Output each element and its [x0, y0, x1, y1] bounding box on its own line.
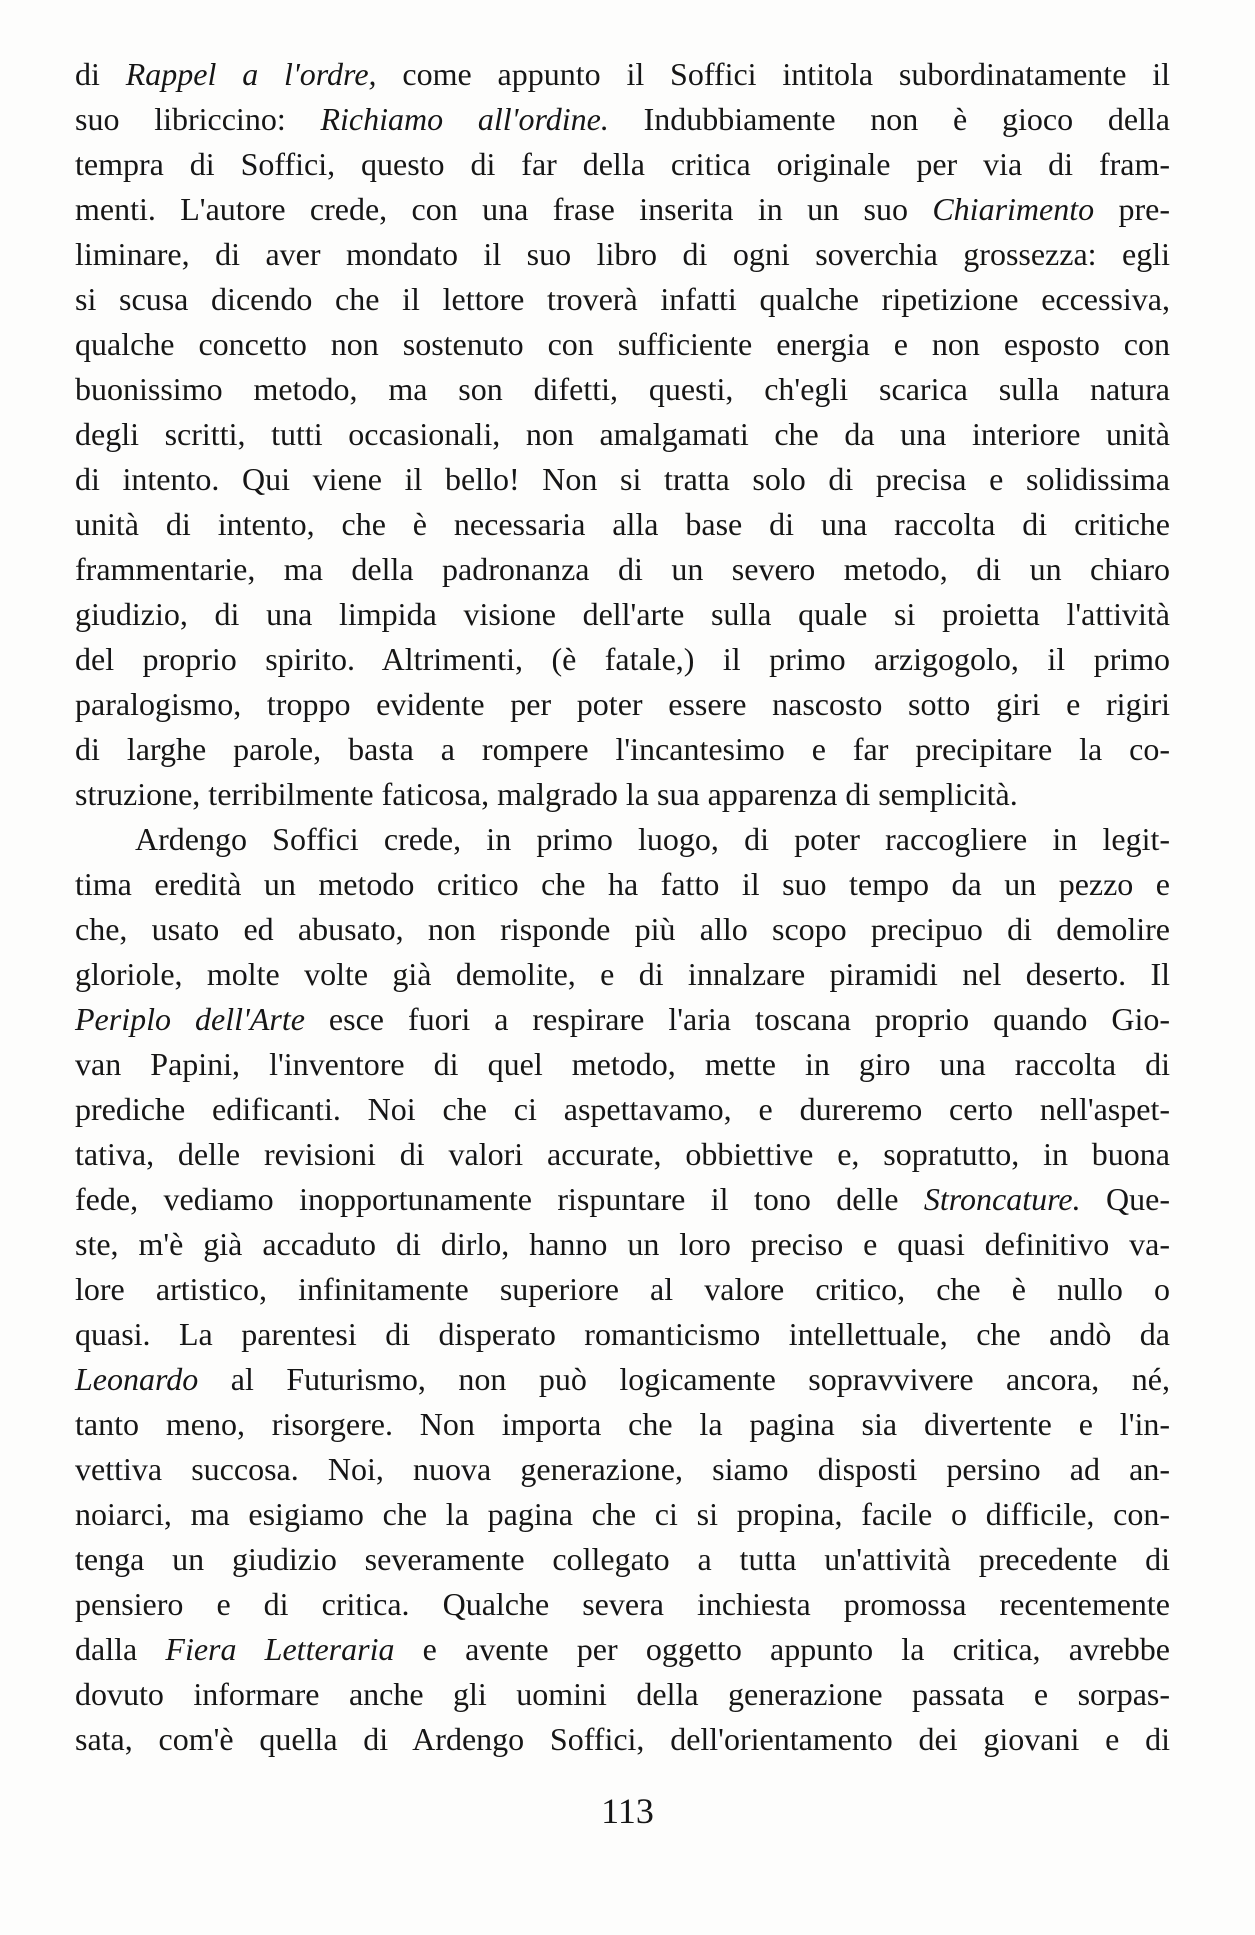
text-segment: di: [75, 56, 126, 92]
text-segment: del proprio spirito. Altrimenti, (è fatale,) il primo arzigogolo, il primo: [75, 641, 1170, 677]
text-segment: unità di intento, che è necessaria alla base di una raccolta di critiche: [75, 506, 1170, 542]
italic-title: Chiarimento: [932, 191, 1095, 227]
text-line: [75, 1582, 1170, 1627]
text-line: [75, 1627, 1170, 1672]
text-segment: vettiva succosa. Noi, nuova generazione, siamo disposti persino ad an-: [75, 1451, 1170, 1487]
text-segment: liminare, di aver mondato il suo libro di ogni soverchia grossezza: egli: [75, 236, 1170, 272]
italic-title: Periplo dell'Arte: [75, 1001, 305, 1037]
text-line: [75, 772, 1170, 817]
text-segment: quasi. La parentesi di disperato romanticismo intellettuale, che andò da: [75, 1316, 1170, 1352]
text-line: [75, 142, 1170, 187]
text-segment: lore artistico, infinitamente superiore al valore critico, che è nullo o: [75, 1271, 1170, 1307]
text-segment: degli scritti, tutti occasionali, non amalgamati che da una interiore unità: [75, 416, 1170, 452]
text-line: [75, 277, 1170, 322]
italic-title: Rappel a l'ordre,: [125, 56, 377, 92]
italic-title: Richiamo all'ordine.: [320, 101, 609, 137]
text-line: [75, 637, 1170, 682]
text-segment: ste, m'è già accaduto di dirlo, hanno un loro preciso e quasi definitivo va-: [75, 1226, 1170, 1262]
text-segment: sata, com'è quella di Ardengo Soffici, dell'orientamento dei giovani e di: [75, 1721, 1170, 1757]
text-segment: pre-: [1094, 191, 1171, 227]
page-number: 113: [601, 1791, 654, 1831]
text-line: [75, 502, 1170, 547]
text-segment: tima eredità un metodo critico che ha fatto il suo tempo da un pezzo e: [75, 866, 1170, 902]
text-line: [75, 457, 1170, 502]
text-segment: come appunto il Soffici intitola subordinatamente il: [376, 56, 1171, 92]
paragraph: [75, 52, 1170, 817]
text-line: [75, 862, 1170, 907]
text-segment: tempra di Soffici, questo di far della critica originale per via di fram-: [75, 146, 1170, 182]
text-segment: al Futurismo, non può logicamente sopravvivere ancora, né,: [198, 1361, 1170, 1397]
text-segment: dovuto informare anche gli uomini della generazione passata e sorpas-: [75, 1676, 1170, 1712]
text-segment: dalla: [75, 1631, 166, 1667]
body-text: [75, 52, 1170, 1762]
text-line: [75, 682, 1170, 727]
text-segment: frammentarie, ma della padronanza di un severo metodo, di un chiaro: [75, 551, 1170, 587]
text-line: [75, 1087, 1170, 1132]
text-line: [75, 817, 1170, 862]
text-line: [75, 1357, 1170, 1402]
text-line: [75, 592, 1170, 637]
text-segment: Indubbiamente non è gioco della: [608, 101, 1171, 137]
text-segment: di intento. Qui viene il bello! Non si tratta solo di precisa e solidissima: [75, 461, 1170, 497]
text-segment: tativa, delle revisioni di valori accurate, obbiettive e, sopratutto, in buona: [75, 1136, 1170, 1172]
text-segment: van Papini, l'inventore di quel metodo, mette in giro una raccolta di: [75, 1046, 1170, 1082]
text-line: [75, 1402, 1170, 1447]
text-segment: Ardengo Soffici crede, in primo luogo, di poter raccogliere in legit-: [135, 821, 1170, 857]
text-line: [75, 1537, 1170, 1582]
text-line: [75, 412, 1170, 457]
text-line: [75, 1717, 1170, 1762]
text-segment: buonissimo metodo, ma son difetti, questi, ch'egli scarica sulla natura: [75, 371, 1170, 407]
text-line: [75, 367, 1170, 412]
text-line: [75, 1177, 1170, 1222]
text-line: [75, 1672, 1170, 1717]
text-line: [75, 322, 1170, 367]
text-line: [75, 1132, 1170, 1177]
text-segment: paralogismo, troppo evidente per poter essere nascosto sotto giri e rigiri: [75, 686, 1170, 722]
text-line: [75, 997, 1170, 1042]
text-line: [75, 52, 1170, 97]
text-segment: prediche edificanti. Noi che ci aspettavamo, e dureremo certo nell'aspet-: [75, 1091, 1170, 1127]
text-segment: si scusa dicendo che il lettore troverà infatti qualche ripetizione eccessiva,: [75, 281, 1170, 317]
text-segment: gloriole, molte volte già demolite, e di innalzare piramidi nel deserto. Il: [75, 956, 1170, 992]
italic-title: Leonardo: [75, 1361, 199, 1397]
text-line: [75, 727, 1170, 772]
italic-title: Fiera Letteraria: [165, 1631, 395, 1667]
text-line: [75, 1042, 1170, 1087]
text-line: [75, 1312, 1170, 1357]
text-segment: pensiero e di critica. Qualche severa inchiesta promossa recentemente: [75, 1586, 1170, 1622]
text-segment: fede, vediamo inopportunamente rispuntare il tono delle: [75, 1181, 924, 1217]
text-line: [75, 952, 1170, 997]
text-segment: che, usato ed abusato, non risponde più allo scopo precipuo di demolire: [75, 911, 1170, 947]
text-segment: suo libriccino:: [75, 101, 321, 137]
text-segment: tenga un giudizio severamente collegato a tutta un'attività precedente di: [75, 1541, 1170, 1577]
text-line: [75, 187, 1170, 232]
text-line: [75, 1267, 1170, 1312]
text-segment: e avente per oggetto appunto la critica, avrebbe: [394, 1631, 1171, 1667]
text-segment: di larghe parole, basta a rompere l'incantesimo e far precipitare la co-: [75, 731, 1170, 767]
paragraph: [75, 817, 1170, 1762]
text-segment: tanto meno, risorgere. Non importa che la pagina sia divertente e l'in-: [75, 1406, 1170, 1442]
text-line: [75, 1492, 1170, 1537]
text-segment: qualche concetto non sostenuto con sufficiente energia e non esposto con: [75, 326, 1170, 362]
italic-title: Stroncature.: [923, 1181, 1081, 1217]
text-line: [75, 547, 1170, 592]
text-segment: giudizio, di una limpida visione dell'arte sulla quale si proietta l'attività: [75, 596, 1170, 632]
text-segment: Que-: [1080, 1181, 1171, 1217]
text-segment: struzione, terribilmente faticosa, malgrado la sua apparenza di semplicità.: [75, 776, 1018, 812]
text-line: [75, 907, 1170, 952]
text-segment: noiarci, ma esigiamo che la pagina che ci si propina, facile o difficile, con-: [75, 1496, 1170, 1532]
text-segment: esce fuori a respirare l'aria toscana proprio quando Gio-: [304, 1001, 1171, 1037]
text-line: [75, 232, 1170, 277]
text-line: [75, 97, 1170, 142]
text-line: [75, 1447, 1170, 1492]
text-segment: menti. L'autore crede, con una frase inserita in un suo: [75, 191, 933, 227]
text-line: [75, 1222, 1170, 1267]
